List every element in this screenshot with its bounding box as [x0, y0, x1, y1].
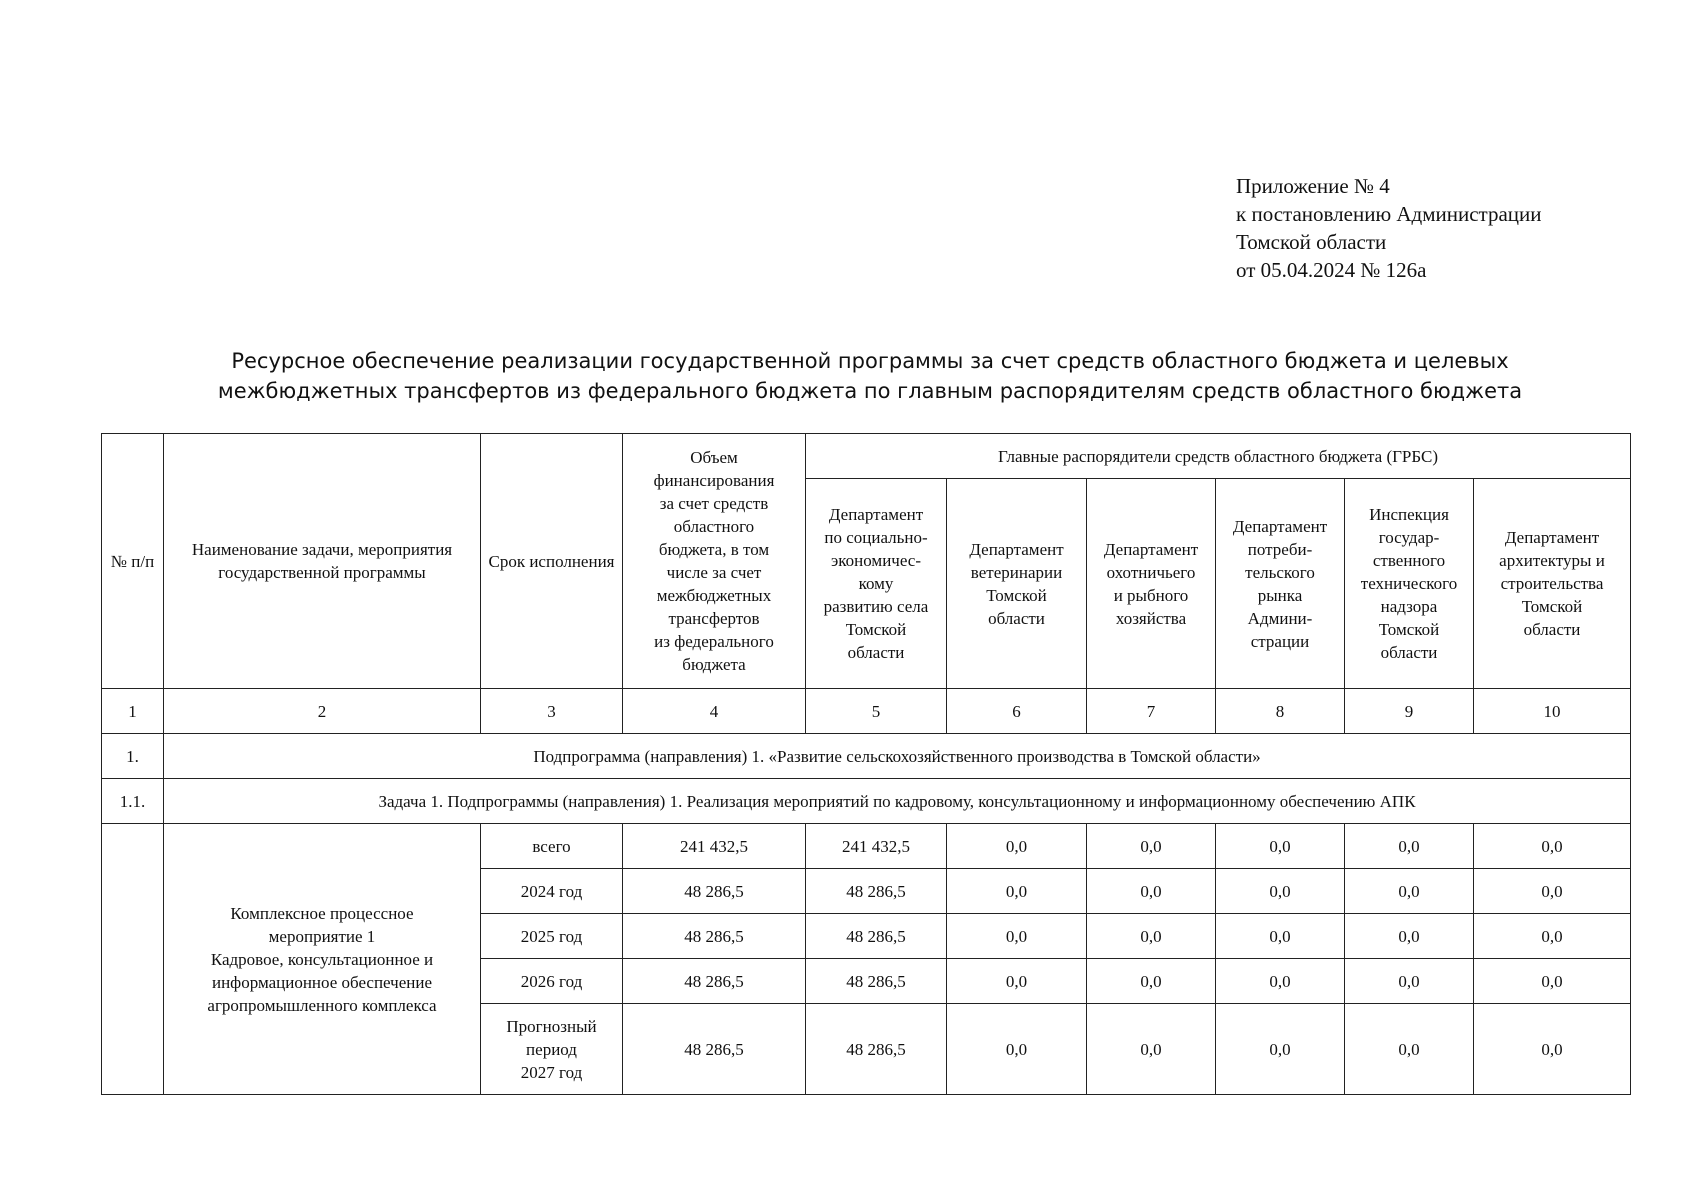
value-cell: 0,0: [1345, 824, 1474, 869]
value-cell: 0,0: [1345, 914, 1474, 959]
value-cell: 0,0: [1087, 959, 1216, 1004]
value-cell: 0,0: [1087, 914, 1216, 959]
cell-line: за счет средств: [659, 494, 769, 513]
cell-line: Админи-: [1247, 608, 1313, 628]
column-number: 8: [1216, 689, 1345, 734]
term-cell: [481, 1004, 623, 1095]
appendix-line: к постановлению Администрации: [1236, 202, 1542, 226]
value-cell: 48 286,5: [623, 959, 806, 1004]
cell-line: бюджета: [682, 655, 746, 674]
document-title: [100, 346, 1640, 406]
cell-line: Департамент: [828, 505, 924, 524]
appendix-block: [1236, 172, 1542, 284]
appendix-line: от 05.04.2024 № 126а: [1236, 258, 1427, 282]
column-numbers-row: [102, 689, 1631, 734]
column-number: 9: [1345, 689, 1474, 734]
value-cell: 0,0: [947, 824, 1087, 869]
cell-line: областного: [673, 517, 755, 536]
header-dept-architecture: [1474, 479, 1631, 689]
cell-line: из федерального: [654, 632, 774, 651]
value-cell: 0,0: [1345, 959, 1474, 1004]
value-cell: 0,0: [1474, 914, 1631, 959]
cell-line: финансирования: [653, 471, 775, 490]
value-cell: 0,0: [1216, 869, 1345, 914]
appendix-line: Томской области: [1236, 230, 1387, 254]
column-number: 4: [623, 689, 806, 734]
cell-line: развитию села: [823, 597, 929, 616]
header-name: Наименование задачи, мероприятия государственной программы: [164, 434, 481, 689]
cell-line: Томской: [1378, 620, 1440, 639]
cell-line: области: [988, 608, 1045, 628]
value-cell: 0,0: [1345, 1004, 1474, 1095]
value-cell: 48 286,5: [623, 914, 806, 959]
cell-line: Томской: [986, 585, 1047, 605]
cell-line: бюджета, в том: [658, 540, 770, 559]
term-cell: 2024 год: [481, 869, 623, 914]
value-cell: 0,0: [1216, 1004, 1345, 1095]
header-term: Срок исполнения: [481, 434, 623, 689]
value-cell: 0,0: [1216, 914, 1345, 959]
cell-line: Прогнозный: [506, 1016, 597, 1036]
cell-line: Объем: [690, 448, 738, 467]
cell-line: числе за счет: [666, 563, 762, 582]
cell-line: межбюджетных: [656, 586, 772, 605]
cell-line: потреби-: [1247, 539, 1313, 559]
value-cell: 0,0: [1087, 824, 1216, 869]
resource-table: [101, 433, 1631, 1095]
cell-line: 2027 год: [520, 1062, 583, 1082]
cell-line: период: [526, 1039, 577, 1059]
title-line: межбюджетных трансфертов из федерального бюджета по главным распорядителям средств областного бюджета: [217, 379, 1523, 403]
cell-line: Департамент: [1103, 539, 1199, 559]
cell-line: трансфертов: [668, 609, 760, 628]
appendix-line: Приложение № 4: [1236, 174, 1390, 198]
header-dept-rural: [806, 479, 947, 689]
header-volume: [623, 434, 806, 689]
value-cell: 48 286,5: [623, 869, 806, 914]
table-row: [102, 824, 1631, 869]
cell-line: технического: [1360, 574, 1458, 593]
cell-line: области: [1523, 620, 1581, 639]
cell-line: ственного: [1372, 551, 1446, 570]
cell-line: ветеринарии: [970, 562, 1063, 582]
cell-line: страции: [1250, 631, 1310, 651]
column-number: 1: [102, 689, 164, 734]
cell-line: по социально-: [824, 528, 928, 547]
value-cell: 0,0: [947, 914, 1087, 959]
column-number: 2: [164, 689, 481, 734]
cell-line: Комплексное процессное: [230, 903, 414, 923]
activity-num: [102, 824, 164, 1095]
cell-line: экономичес-: [830, 551, 922, 570]
term-cell: 2025 год: [481, 914, 623, 959]
column-number: 6: [947, 689, 1087, 734]
value-cell: 48 286,5: [806, 1004, 947, 1095]
cell-line: информационное обеспечение: [211, 972, 433, 992]
value-cell: 48 286,5: [806, 869, 947, 914]
cell-line: рынка: [1257, 585, 1303, 605]
value-cell: 241 432,5: [806, 824, 947, 869]
value-cell: 0,0: [1474, 869, 1631, 914]
subprogram-row: [102, 734, 1631, 779]
cell-line: Департамент: [1504, 528, 1600, 547]
cell-line: Департамент: [1232, 516, 1328, 536]
cell-line: охотничьего: [1106, 562, 1196, 582]
cell-line: Кадровое, консультационное и: [210, 949, 434, 969]
header-dept-veterinary: [947, 479, 1087, 689]
value-cell: 0,0: [1216, 824, 1345, 869]
subprogram-text: Подпрограмма (направления) 1. «Развитие сельскохозяйственного производства в Томской области»: [164, 734, 1631, 779]
header-dept-hunting: [1087, 479, 1216, 689]
cell-line: Департамент: [969, 539, 1064, 559]
term-cell: всего: [481, 824, 623, 869]
value-cell: 48 286,5: [623, 1004, 806, 1095]
cell-line: мероприятие 1: [268, 926, 376, 946]
value-cell: 0,0: [1474, 1004, 1631, 1095]
value-cell: 0,0: [1087, 1004, 1216, 1095]
column-number: 7: [1087, 689, 1216, 734]
column-number: 10: [1474, 689, 1631, 734]
value-cell: 48 286,5: [806, 914, 947, 959]
value-cell: 0,0: [1345, 869, 1474, 914]
cell-line: архитектуры и: [1499, 551, 1605, 570]
value-cell: 241 432,5: [623, 824, 806, 869]
title-line: Ресурсное обеспечение реализации государственной программы за счет средств областного бюджета и целевых: [231, 349, 1509, 373]
term-cell: 2026 год: [481, 959, 623, 1004]
header-inspection: [1345, 479, 1474, 689]
cell-line: хозяйства: [1115, 608, 1187, 628]
column-number: 3: [481, 689, 623, 734]
cell-line: области: [1380, 643, 1438, 662]
column-number: 5: [806, 689, 947, 734]
cell-line: строительства: [1500, 574, 1604, 593]
task-row: [102, 779, 1631, 824]
cell-line: государ-: [1378, 528, 1440, 547]
cell-line: кому: [858, 574, 894, 593]
cell-line: Томской: [845, 620, 907, 639]
cell-line: агропромышленного комплекса: [207, 995, 437, 1015]
value-cell: 0,0: [1216, 959, 1345, 1004]
value-cell: 0,0: [947, 959, 1087, 1004]
subprogram-num: 1.: [102, 734, 164, 779]
value-cell: 48 286,5: [806, 959, 947, 1004]
value-cell: 0,0: [1474, 959, 1631, 1004]
cell-line: тельского: [1245, 562, 1315, 582]
cell-line: надзора: [1380, 597, 1438, 616]
value-cell: 0,0: [1474, 824, 1631, 869]
cell-line: Инспекция: [1369, 505, 1449, 524]
header-dept-consumer: [1216, 479, 1345, 689]
activity-name: [164, 824, 481, 1095]
task-text: Задача 1. Подпрограммы (направления) 1. Реализация мероприятий по кадровому, консультационному и информационному обеспечению АПК: [164, 779, 1631, 824]
task-num: 1.1.: [102, 779, 164, 824]
cell-line: и рыбного: [1113, 585, 1189, 605]
cell-line: Томской: [1521, 597, 1583, 616]
cell-line: области: [847, 643, 905, 662]
value-cell: 0,0: [1087, 869, 1216, 914]
header-num: № п/п: [102, 434, 164, 689]
value-cell: 0,0: [947, 1004, 1087, 1095]
header-grbs-group: Главные распорядители средств областного бюджета (ГРБС): [806, 434, 1631, 479]
value-cell: 0,0: [947, 869, 1087, 914]
